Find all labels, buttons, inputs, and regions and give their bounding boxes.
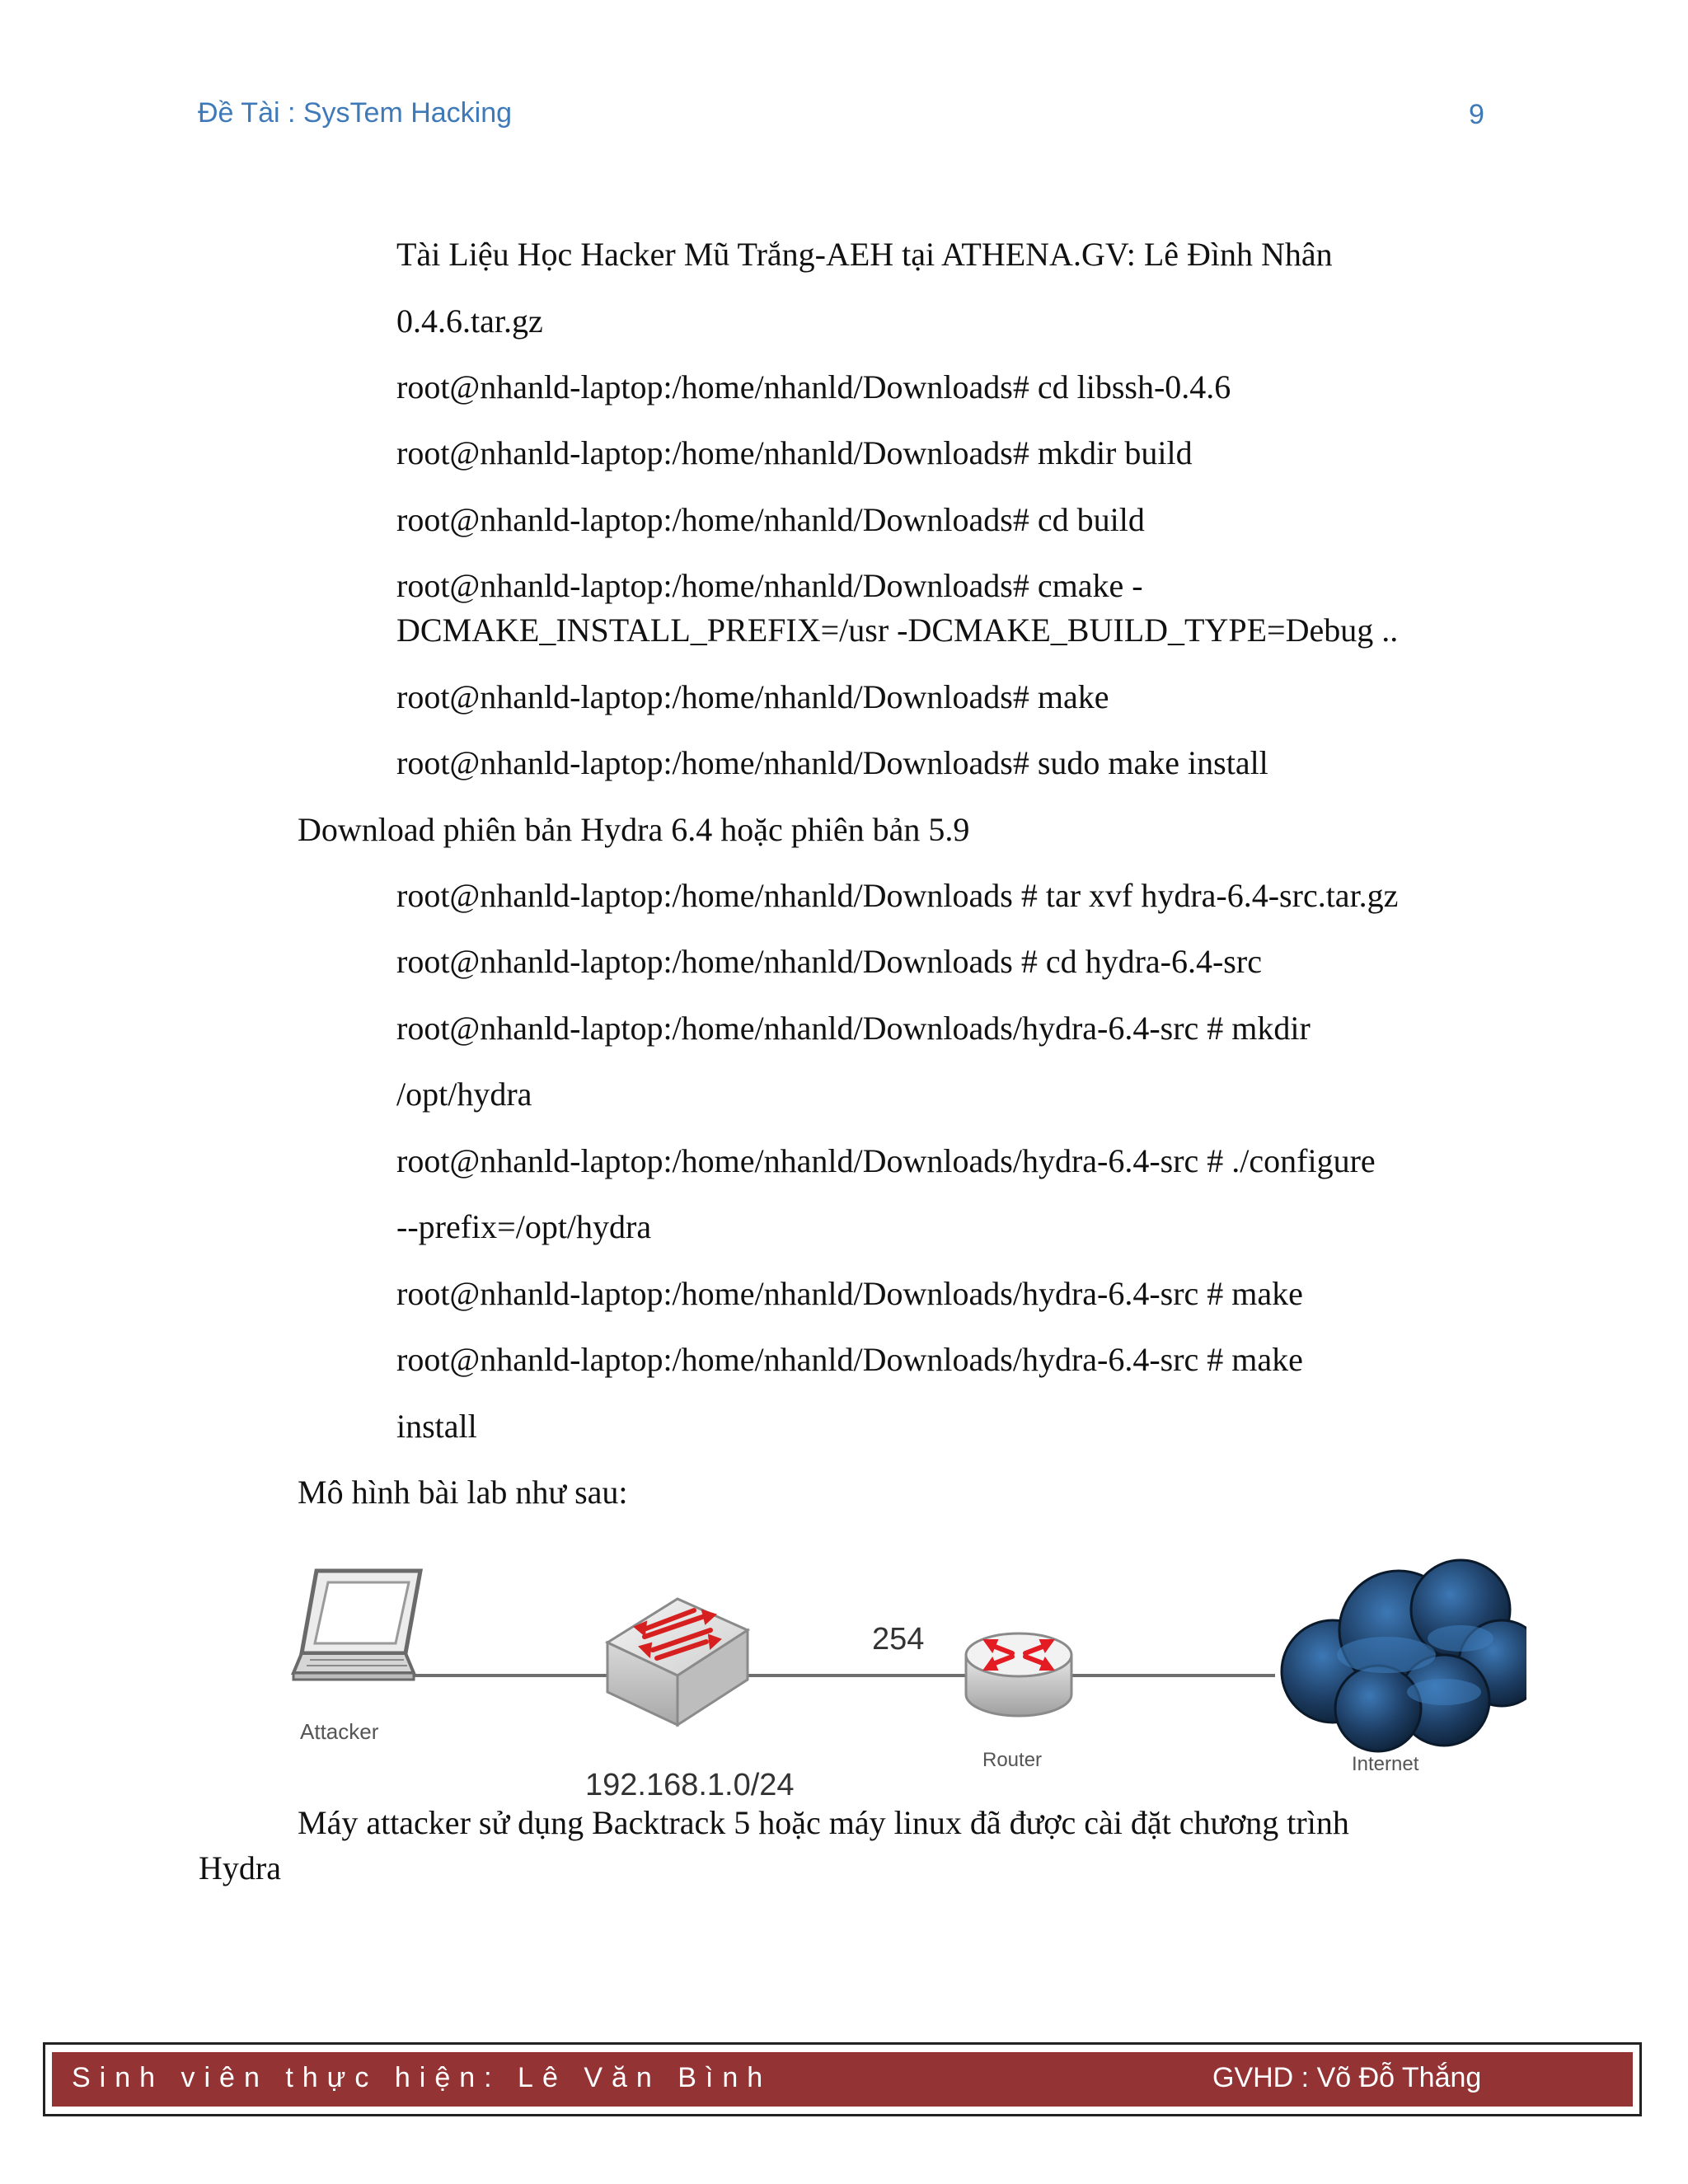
command-line: root@nhanld-laptop:/home/nhanld/Downloads# cmake -: [396, 567, 1143, 604]
command-line: root@nhanld-laptop:/home/nhanld/Downloads/hydra-6.4-src # make: [396, 1341, 1303, 1378]
network-diagram: [290, 1531, 1526, 1803]
command-line: root@nhanld-laptop:/home/nhanld/Downloads# cd libssh-0.4.6: [396, 368, 1231, 405]
text-line: Mô hình bài lab như sau:: [298, 1474, 628, 1511]
laptop-icon: [293, 1571, 420, 1680]
text-line: Hydra: [199, 1849, 281, 1886]
command-line: install: [396, 1408, 477, 1445]
command-line: root@nhanld-laptop:/home/nhanld/Downloads # cd hydra-6.4-src: [396, 943, 1262, 980]
command-line: root@nhanld-laptop:/home/nhanld/Downloads# cd build: [396, 501, 1145, 538]
text-line: Máy attacker sử dụng Backtrack 5 hoặc máy linux đã được cài đặt chương trình: [298, 1804, 1349, 1841]
command-line: root@nhanld-laptop:/home/nhanld/Downloads/hydra-6.4-src # mkdir: [396, 1010, 1311, 1047]
internet-cloud-icon: [1282, 1560, 1526, 1751]
text-line: Tài Liệu Học Hacker Mũ Trắng-AEH tại ATHENA.GV: Lê Đình Nhân: [396, 236, 1333, 273]
switch-icon: [607, 1599, 748, 1725]
subnet-label: 192.168.1.0/24: [585, 1768, 795, 1802]
command-line: root@nhanld-laptop:/home/nhanld/Downloads# sudo make install: [396, 744, 1268, 781]
attacker-label: Attacker: [300, 1719, 379, 1744]
command-line: root@nhanld-laptop:/home/nhanld/Downloads# make: [396, 678, 1109, 715]
command-line: --prefix=/opt/hydra: [396, 1208, 652, 1245]
text-line: Download phiên bản Hydra 6.4 hoặc phiên bản 5.9: [298, 811, 970, 848]
command-line: /opt/hydra: [396, 1076, 532, 1113]
router-icon: [966, 1633, 1071, 1716]
command-line: root@nhanld-laptop:/home/nhanld/Downloads/hydra-6.4-src # make: [396, 1275, 1303, 1312]
text-line: 0.4.6.tar.gz: [396, 302, 543, 340]
command-line: root@nhanld-laptop:/home/nhanld/Downloads/hydra-6.4-src # ./configure: [396, 1142, 1376, 1179]
footer-student: Sinh viên thực hiện: Lê Văn Bình: [72, 2062, 772, 2093]
command-line: root@nhanld-laptop:/home/nhanld/Downloads # tar xvf hydra-6.4-src.tar.gz: [396, 877, 1399, 914]
router-label: Router: [982, 1749, 1043, 1771]
page-number: 9: [1469, 99, 1484, 130]
command-line: root@nhanld-laptop:/home/nhanld/Downloads# mkdir build: [396, 434, 1193, 471]
page-footer: [52, 2052, 1633, 2107]
footer-advisor: GVHD : Võ Đỗ Thắng: [1212, 2062, 1482, 2093]
header-title: Đề Tài : SysTem Hacking: [198, 97, 513, 129]
gateway-label: 254: [872, 1622, 925, 1657]
command-line: DCMAKE_INSTALL_PREFIX=/usr -DCMAKE_BUILD_TYPE=Debug ..: [396, 612, 1399, 649]
internet-label: Internet: [1352, 1753, 1419, 1775]
